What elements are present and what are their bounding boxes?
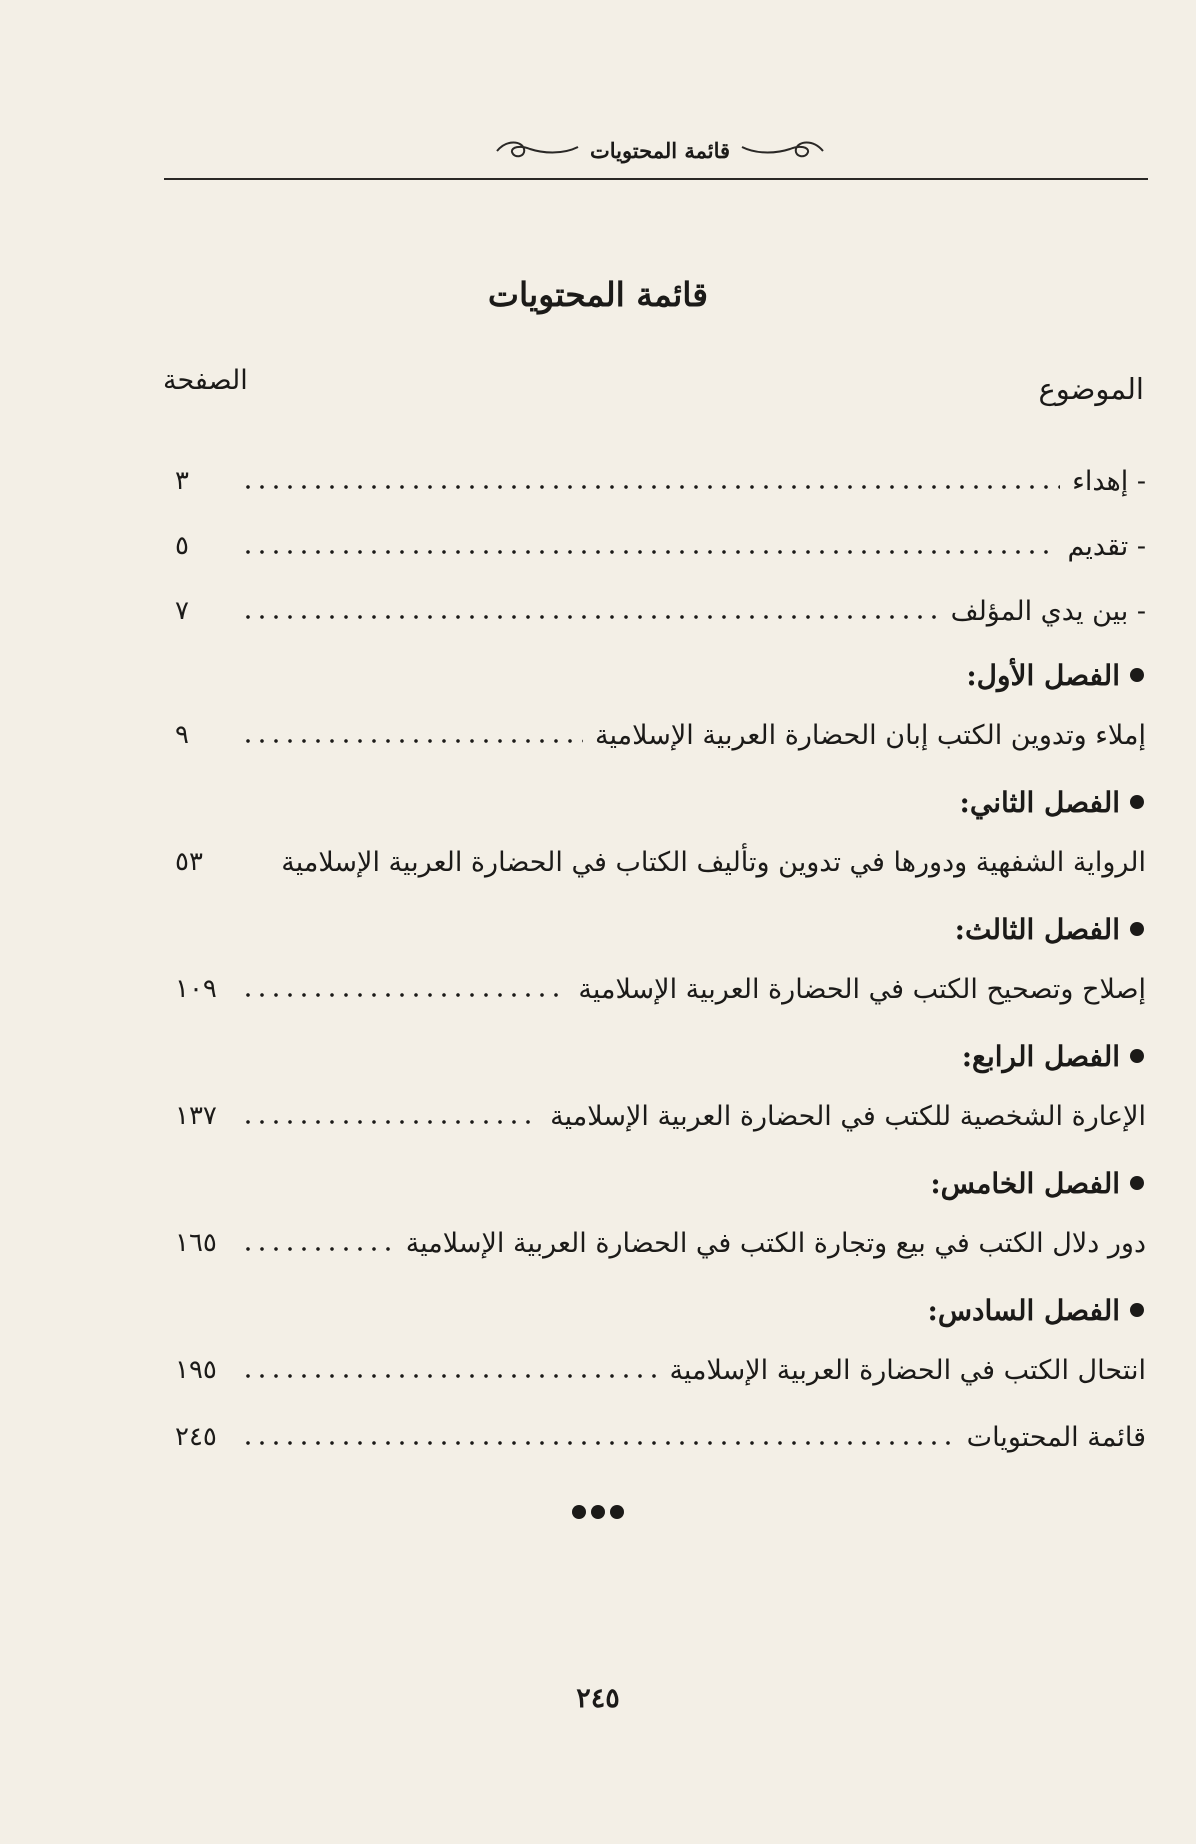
toc-page-number: ٥: [175, 531, 189, 561]
toc-entry-title: انتحال الكتب في الحضارة العربية الإسلامية: [669, 1354, 1146, 1386]
toc-entry-title: دور دلال الكتب في بيع وتجارة الكتب في الحضارة العربية الإسلامية: [405, 1227, 1146, 1259]
toc-page-number: ١٣٧: [175, 1101, 217, 1131]
toc-page-number: ١٦٥: [175, 1228, 217, 1258]
dot-leader: [241, 1374, 657, 1378]
toc-entry-title: - تقديم: [1067, 530, 1146, 562]
page-column-header: الصفحة: [163, 365, 248, 396]
bullet-icon: [1130, 1176, 1144, 1190]
dot-leader: [241, 1247, 394, 1251]
toc-entry-chapter-5: [175, 1220, 1146, 1266]
chapter-heading: [955, 907, 1144, 951]
toc-entry-contents: [175, 1414, 1146, 1460]
dot-leader: [241, 485, 1060, 489]
dot-leader: [241, 739, 583, 743]
toc-page-number: ١٩٥: [175, 1355, 217, 1385]
dot-icon: [610, 1505, 624, 1519]
bullet-icon: [1130, 922, 1144, 936]
running-head-title: قائمة المحتويات: [589, 137, 731, 163]
dot-leader: [241, 1441, 955, 1445]
chapter-label: الفصل الخامس:: [930, 1166, 1120, 1200]
toc-page-number: ٩: [175, 720, 189, 750]
toc-entry-chapter-1: [175, 712, 1146, 758]
toc-entry-chapter-2: [175, 839, 1146, 885]
toc-entry-chapter-6: [175, 1347, 1146, 1393]
toc-entry-title: إملاء وتدوين الكتب إبان الحضارة العربية الإسلامية: [595, 719, 1146, 751]
chapter-label: الفصل الرابع:: [961, 1039, 1120, 1073]
toc-entry-title: قائمة المحتويات: [966, 1421, 1146, 1453]
toc-page-number: ٧: [175, 596, 189, 626]
toc-page-number: ٥٣: [175, 847, 203, 877]
toc-entry-title: - بين يدي المؤلف: [950, 595, 1146, 627]
dot-leader: [241, 993, 566, 997]
toc-page-number: ١٠٩: [175, 974, 217, 1004]
chapter-label: الفصل السادس:: [927, 1293, 1120, 1327]
toc-entry-chapter-4: [175, 1093, 1146, 1139]
page-number: ٢٤٥: [576, 1683, 620, 1714]
toc-entry-chapter-3: [175, 966, 1146, 1012]
toc-entry-title: - إهداء: [1072, 465, 1146, 497]
dot-leader: [241, 1120, 538, 1124]
page-title: قائمة المحتويات: [487, 275, 709, 314]
dot-icon: [572, 1505, 586, 1519]
chapter-heading: [930, 1161, 1144, 1205]
toc-entry-title: الرواية الشفهية ودورها في تدوين وتأليف الكتاب في الحضارة العربية الإسلامية: [281, 846, 1146, 878]
bullet-icon: [1130, 1303, 1144, 1317]
dot-leader: [241, 615, 939, 619]
toc-entry-foreword: [175, 523, 1146, 569]
bullet-icon: [1130, 795, 1144, 809]
toc-page-number: ٢٤٥: [175, 1422, 217, 1452]
chapter-heading: [927, 1288, 1144, 1332]
topic-column-header: الموضوع: [1038, 372, 1144, 406]
toc-entry-title: إصلاح وتصحيح الكتب في الحضارة العربية الإسلامية: [578, 973, 1146, 1005]
dot-icon: [591, 1505, 605, 1519]
chapter-heading: [966, 653, 1144, 697]
bullet-icon: [1130, 1049, 1144, 1063]
bullet-icon: [1130, 668, 1144, 682]
toc-entry-author-preface: [175, 588, 1146, 634]
chapter-label: الفصل الثالث:: [954, 912, 1120, 946]
toc-entry-dedication: [175, 458, 1146, 504]
toc-page-number: ٣: [175, 466, 189, 496]
chapter-label: الفصل الثاني:: [959, 785, 1120, 819]
chapter-heading: [962, 1034, 1144, 1078]
chapter-label: الفصل الأول:: [966, 658, 1120, 692]
toc-entry-title: الإعارة الشخصية للكتب في الحضارة العربية الإسلامية: [550, 1100, 1146, 1132]
end-ornament: [0, 1505, 1196, 1519]
dot-leader: [241, 550, 1055, 554]
chapter-heading: [960, 780, 1144, 824]
